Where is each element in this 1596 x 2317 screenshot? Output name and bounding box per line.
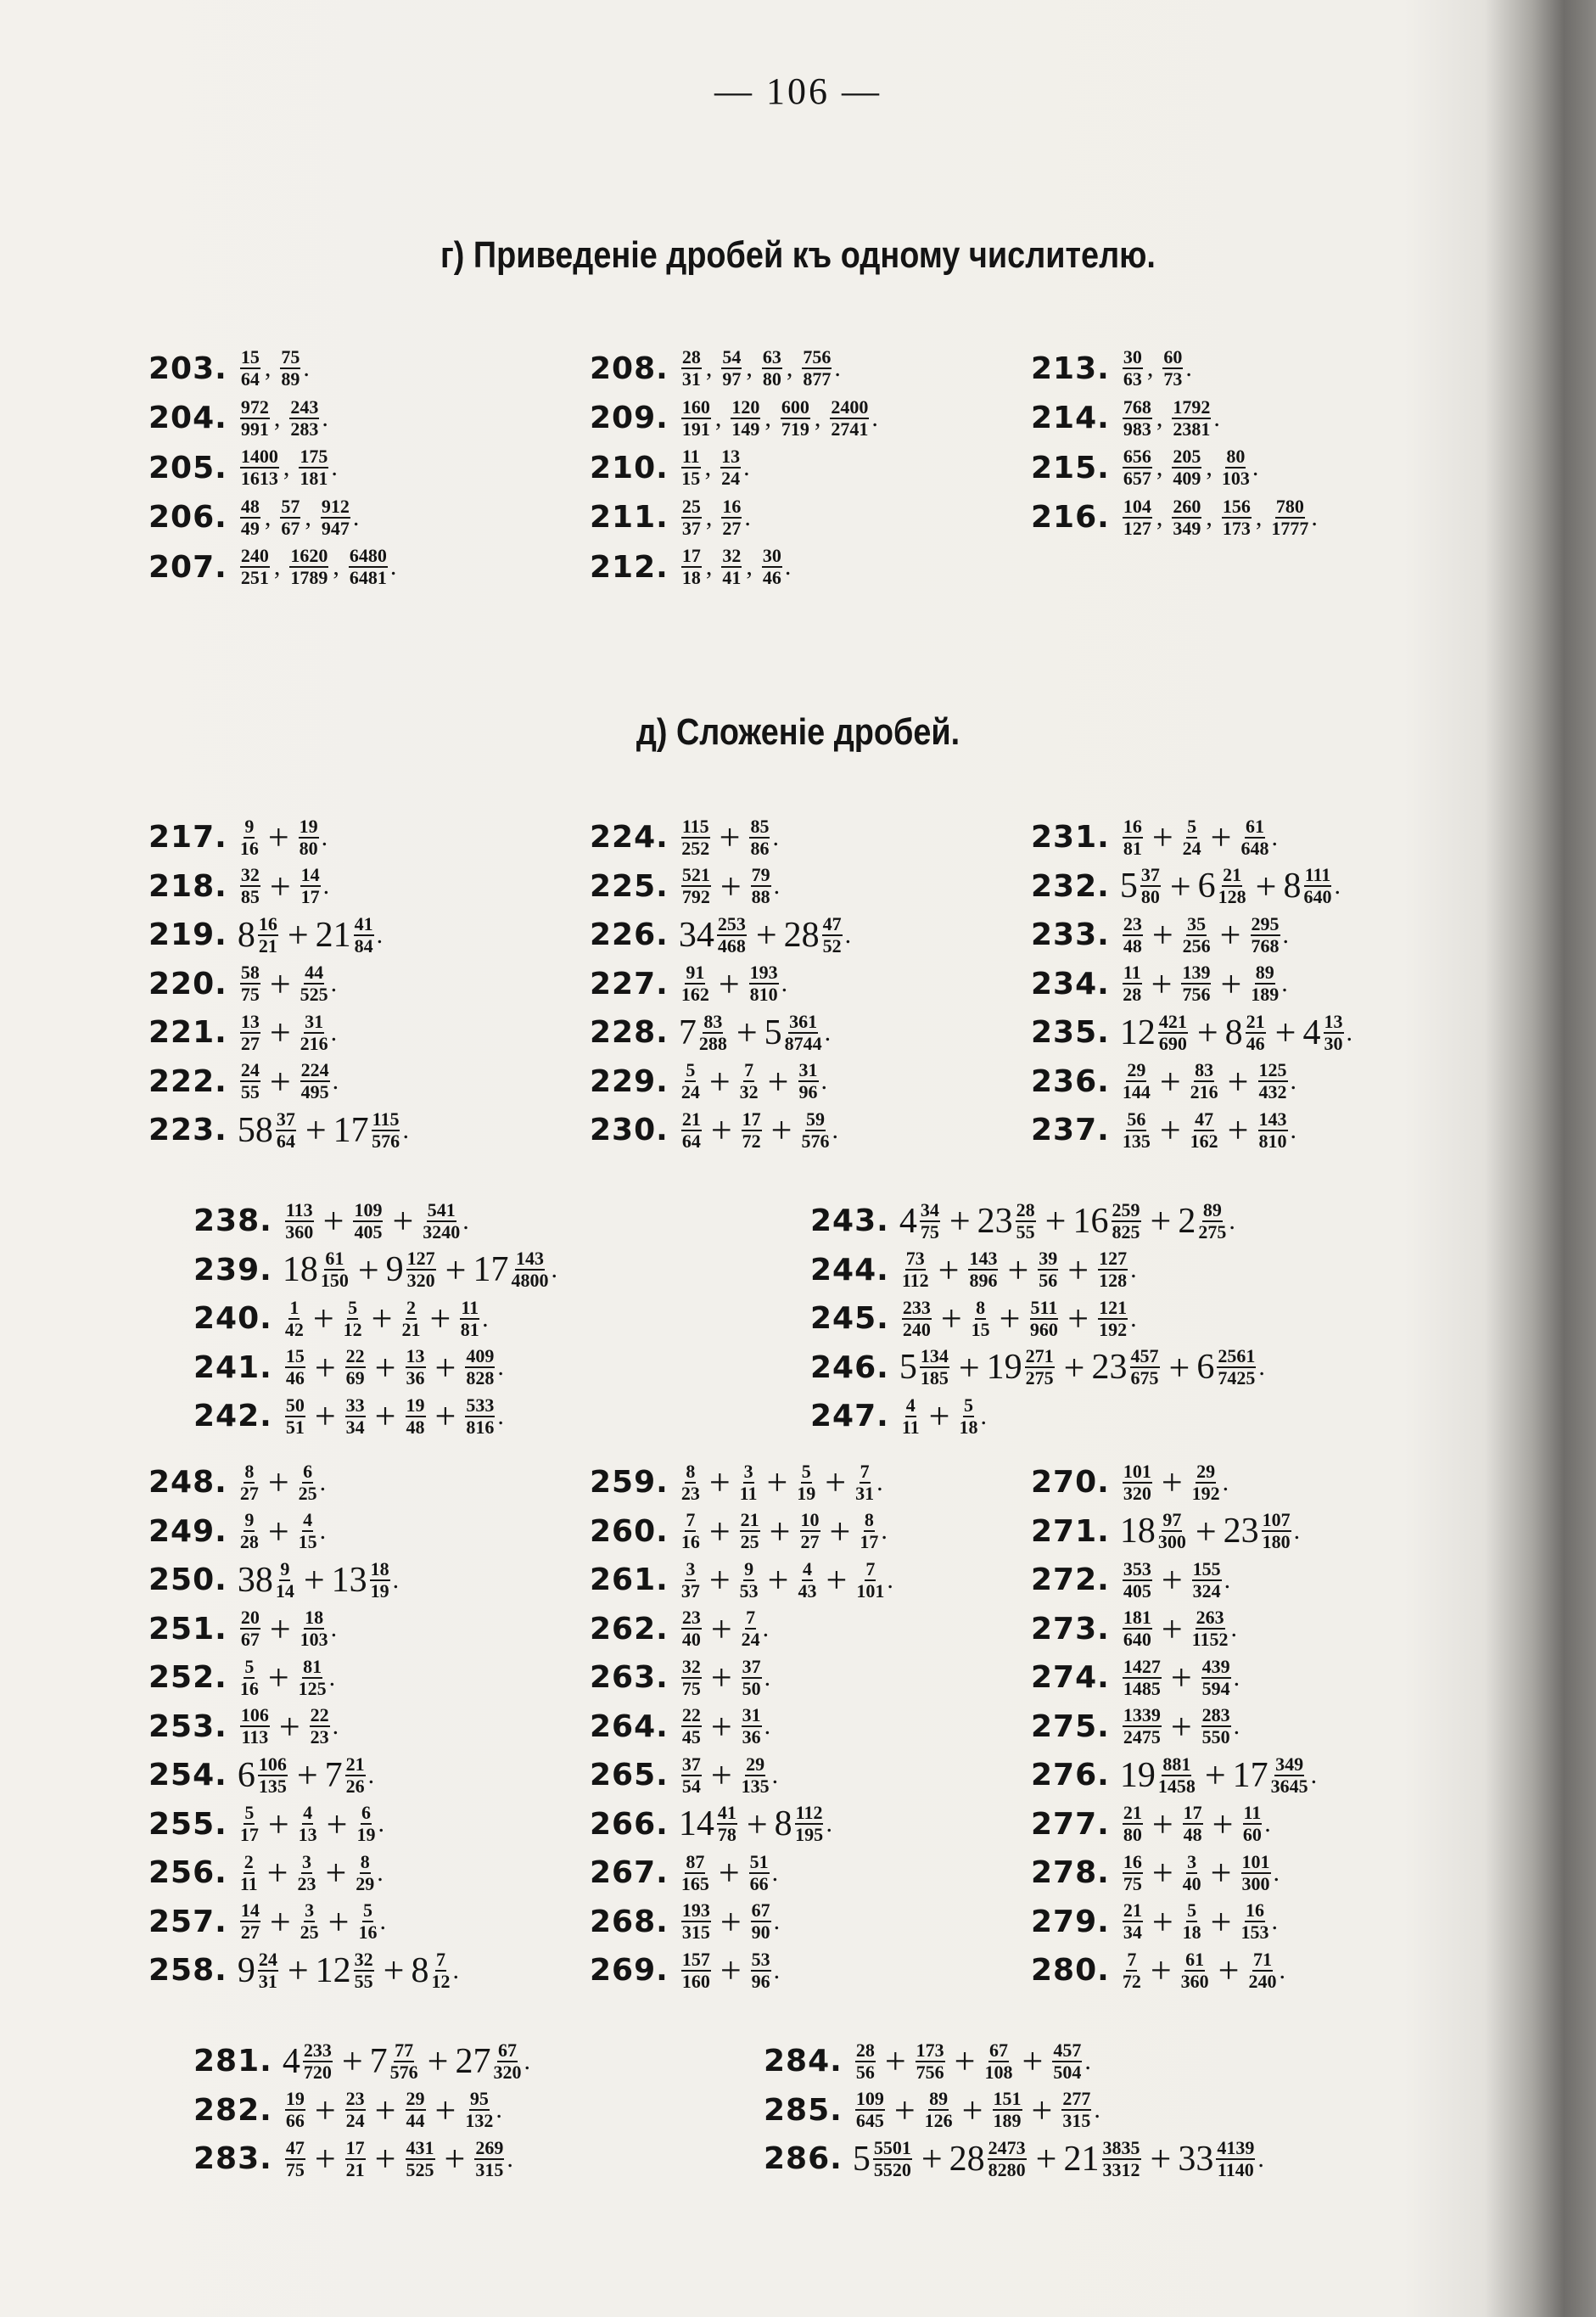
exercise-item	[148, 1556, 459, 1605]
exercise-number: 252 .	[148, 1660, 227, 1695]
exercise-number: 283 .	[193, 2141, 272, 2176]
exercise-number: 242 .	[193, 1399, 272, 1433]
exercise-expression: 4 233 720 + 7 77 576 + 27 67 320 .	[282, 2039, 530, 2083]
exercise-expression: 18 61 150 + 9 127 320 + 17 143 4800 .	[282, 1248, 557, 1292]
exercise-expression: 240 251 , 1620 1789 , 6480 6481 .	[240, 545, 397, 589]
exercise-item	[148, 1008, 409, 1058]
exercise-item	[764, 2086, 1264, 2135]
exercise-number: 258 .	[148, 1953, 227, 1988]
exercise-item	[590, 1556, 893, 1605]
exercise-expression: 115 252 + $\frac{85}{86}$ .	[681, 815, 779, 859]
exercise-item	[810, 1294, 1265, 1344]
exercise-expression: 28 31 , 54 97 , 63 80 , 756 877 .	[681, 346, 841, 390]
exercise-item	[810, 1392, 1265, 1441]
exercise-number: 225 .	[590, 869, 669, 904]
exercise-expression: 157 160 + $\frac{53}{96}$ .	[681, 1948, 781, 1992]
exercise-number: 238 .	[193, 1203, 272, 1238]
exercise-number: 281 .	[193, 2044, 272, 2079]
exercise-number: 278 .	[1031, 1855, 1110, 1890]
exercise-expression: 34 253 468 + 28 47 52 .	[678, 912, 852, 957]
exercise-item	[1031, 1008, 1352, 1058]
exercise-number: 265 .	[590, 1758, 669, 1792]
exercise-number: 257 .	[148, 1905, 227, 1939]
exercise-expression: 8 27 + $\frac{6}{25}$ .	[239, 1460, 327, 1504]
exercise-number: 241 .	[193, 1350, 272, 1385]
exercise-number: 261 .	[590, 1562, 669, 1597]
exercise-expression: 7 83 288 + 5 361 8744 .	[678, 1010, 832, 1054]
exercise-number: 207 .	[148, 550, 227, 585]
exercise-number: 256 .	[148, 1855, 227, 1890]
exercise-item	[590, 1703, 893, 1752]
exercise-expression: 14 41 78 + 8 112 195 .	[678, 1802, 832, 1846]
exercise-expression: 21 80 + $\frac{17}{48}$ + $\frac{11}{60}$ .	[1123, 1802, 1271, 1846]
exercise-item	[1031, 1556, 1317, 1605]
exercise-expression: 1339 2475 + $\frac{283}{550}$ .	[1123, 1704, 1240, 1748]
exercise-column	[148, 813, 409, 1155]
exercise-number: 266 .	[590, 1807, 669, 1842]
exercise-item	[1031, 1653, 1317, 1703]
exercise-item	[1031, 1605, 1317, 1654]
exercise-item	[148, 1751, 459, 1800]
exercise-number: 270 .	[1031, 1465, 1110, 1500]
exercise-number: 247 .	[810, 1399, 889, 1433]
exercise-expression: 24 55 + $\frac{224}{495}$ .	[240, 1059, 339, 1103]
exercise-item	[1031, 862, 1352, 912]
exercise-item	[1031, 443, 1318, 493]
exercise-item	[590, 911, 851, 960]
exercise-expression: 73 112 + $\frac{143}{896}$ + $\frac{39}{56}$ + $\frac{127}{128}$ .	[901, 1248, 1137, 1292]
exercise-number: 284 .	[764, 2044, 843, 2079]
exercise-item	[590, 1849, 893, 1898]
exercise-item	[1031, 1106, 1352, 1155]
exercise-item	[148, 1058, 409, 1107]
exercise-expression: 32 85 + $\frac{14}{17}$ .	[240, 864, 330, 908]
exercise-expression: 7 16 + $\frac{21}{25}$ + $\frac{10}{27}$ + $\frac{8}{17}$ .	[680, 1509, 888, 1553]
exercise-expression: 233 240 + $\frac{8}{15}$ + $\frac{511}{960}$ + $\frac{121}{192}$ .	[902, 1296, 1137, 1340]
exercise-number: 221 .	[148, 1015, 227, 1050]
exercise-item	[590, 813, 851, 862]
exercise-item	[590, 344, 878, 394]
exercise-item	[1031, 1507, 1317, 1557]
exercise-expression: 47 75 + $\frac{17}{21}$ + $\frac{431}{525}$ + $\frac{269}{315}$ .	[285, 2136, 513, 2180]
exercise-item	[590, 1507, 893, 1557]
exercise-expression: 25 37 , 16 27 .	[681, 495, 751, 539]
exercise-item	[590, 542, 878, 592]
exercise-expression: 8 23 + $\frac{3}{11}$ + $\frac{5}{19}$ + $\frac{7}{31}$ .	[680, 1460, 883, 1504]
exercise-expression: 23 48 + $\frac{35}{256}$ + $\frac{295}{768}$ .	[1123, 912, 1289, 957]
exercise-item	[1031, 1800, 1317, 1849]
exercise-item	[1031, 1751, 1317, 1800]
exercise-item	[148, 813, 409, 862]
exercise-column	[193, 2037, 530, 2184]
exercise-number: 213 .	[1031, 351, 1110, 386]
exercise-number: 268 .	[590, 1905, 669, 1939]
exercise-expression: 19 66 + $\frac{23}{24}$ + $\frac{29}{44}$ + $\frac{95}{132}$ .	[285, 2088, 502, 2132]
exercise-expression: 656 657 , 205 409 , 80 103 .	[1123, 446, 1259, 490]
exercise-number: 209 .	[590, 401, 669, 435]
exercise-item	[764, 2135, 1264, 2184]
exercise-expression: 6 106 135 + 7 21 26 .	[237, 1753, 375, 1797]
exercise-expression: 16 81 + $\frac{5}{24}$ + $\frac{61}{648}$ .	[1123, 815, 1278, 859]
exercise-expression: 28 56 + $\frac{173}{756}$ + $\frac{67}{108}$ + $\frac{457}{504}$ .	[855, 2039, 1091, 2083]
exercise-expression: 15 46 + $\frac{22}{69}$ + $\frac{13}{36}$ + $\frac{409}{828}$ .	[285, 1345, 504, 1389]
exercise-expression: 56 135 + $\frac{47}{162}$ + $\frac{143}{810}$ .	[1122, 1108, 1296, 1152]
exercise-expression: 87 165 + $\frac{51}{66}$ .	[680, 1850, 779, 1894]
exercise-item	[148, 1106, 409, 1155]
exercise-number: 253 .	[148, 1709, 227, 1744]
exercise-number: 210 .	[590, 451, 669, 485]
exercise-number: 274 .	[1031, 1660, 1110, 1695]
exercise-expression: 20 67 + $\frac{18}{103}$ .	[240, 1607, 338, 1651]
exercise-number: 228 .	[590, 1015, 669, 1050]
exercise-expression: 11 28 + $\frac{139}{756}$ + $\frac{89}{189}$ .	[1123, 962, 1288, 1006]
exercise-expression: 30 63 , 60 73 .	[1123, 346, 1192, 390]
exercise-expression: 18 97 300 + 23 107 180 .	[1119, 1509, 1301, 1553]
exercise-item	[590, 1058, 851, 1107]
exercise-item	[193, 2086, 530, 2135]
exercise-item	[193, 1344, 557, 1393]
exercise-expression: 4 34 75 + 23 28 55 + 16 259 825 + 2 89 275 .	[899, 1198, 1235, 1243]
exercise-item	[1031, 960, 1352, 1009]
exercise-expression: 23 40 + $\frac{7}{24}$ .	[681, 1607, 770, 1651]
exercise-item	[590, 394, 878, 444]
exercise-number: 208 .	[590, 351, 669, 386]
exercise-item	[148, 960, 409, 1009]
page-number: — 106 —	[714, 70, 882, 112]
exercise-number: 248 .	[148, 1465, 227, 1500]
exercise-number: 286 .	[764, 2141, 843, 2176]
exercise-item	[590, 1800, 893, 1849]
exercise-expression: 8 16 21 + 21 41 84 .	[237, 912, 384, 957]
exercise-number: 211 .	[590, 500, 669, 535]
exercise-number: 271 .	[1031, 1514, 1110, 1549]
exercise-item	[148, 1458, 459, 1507]
exercise-expression: 5 134 185 + 19 271 275 + 23 457 675 + 6 2561 7425 .	[899, 1345, 1265, 1389]
exercise-number: 275 .	[1031, 1709, 1110, 1744]
exercise-item	[148, 1800, 459, 1849]
exercise-expression: 48 49 , 57 67 , 912 947 .	[240, 495, 360, 539]
exercise-item	[590, 1106, 851, 1155]
exercise-number: 254 .	[148, 1758, 227, 1792]
exercise-expression: 19 881 1458 + 17 349 3645 .	[1119, 1753, 1318, 1797]
exercise-expression: 37 54 + $\frac{29}{135}$ .	[681, 1753, 779, 1797]
exercise-expression: 9 28 + $\frac{4}{15}$ .	[239, 1509, 327, 1553]
exercise-item	[810, 1246, 1265, 1295]
exercise-item	[148, 862, 409, 912]
exercise-number: 251 .	[148, 1612, 227, 1647]
exercise-number: 255 .	[148, 1807, 227, 1842]
exercise-number: 215 .	[1031, 451, 1110, 485]
exercise-item	[193, 1392, 557, 1441]
exercise-item	[1031, 911, 1352, 960]
exercise-expression: 113 360 + $\frac{109}{405}$ + $\frac{541}{3240}$ .	[285, 1198, 469, 1243]
exercise-item	[590, 960, 851, 1009]
exercise-expression: 5 16 + $\frac{81}{125}$ .	[239, 1655, 336, 1699]
exercise-number: 244 .	[810, 1253, 889, 1288]
exercise-number: 249 .	[148, 1514, 227, 1549]
exercise-number: 269 .	[590, 1953, 669, 1988]
section-title-d: д) Сложеніе дробей.	[636, 711, 960, 753]
exercise-number: 203 .	[148, 351, 227, 386]
exercise-expression: 3 37 + $\frac{9}{53}$ + $\frac{4}{43}$ + $\frac{7}{101}$ .	[680, 1557, 893, 1602]
exercise-expression: 109 645 + $\frac{89}{126}$ + $\frac{151}{189}$ + $\frac{277}{315}$ .	[855, 2088, 1100, 2132]
exercise-expression: 14 27 + $\frac{3}{25}$ + $\frac{5}{16}$ .	[240, 1899, 386, 1944]
exercise-expression: 9 24 31 + 12 32 55 + 8 7 12 .	[237, 1948, 459, 1992]
exercise-expression: 50 51 + $\frac{33}{34}$ + $\frac{19}{48}$ + $\frac{533}{816}$ .	[285, 1394, 504, 1438]
exercise-expression: 1 42 + $\frac{5}{12}$ + $\frac{2}{21}$ + $\frac{11}{81}$ .	[284, 1296, 489, 1340]
exercise-expression: 193 315 + $\frac{67}{90}$ .	[681, 1899, 781, 1944]
exercise-number: 235 .	[1031, 1015, 1110, 1050]
exercise-expression: 22 45 + $\frac{31}{36}$ .	[681, 1704, 771, 1748]
exercise-expression: 13 27 + $\frac{31}{216}$ .	[240, 1010, 338, 1054]
exercise-number: 231 .	[1031, 820, 1110, 855]
exercise-column	[590, 813, 851, 1155]
exercise-number: 230 .	[590, 1113, 669, 1147]
exercise-item	[1031, 1849, 1317, 1898]
exercise-expression: 160 191 , 120 149 , 600 719 , 2400 2741 .	[681, 396, 878, 440]
exercise-number: 282 .	[193, 2093, 272, 2128]
exercise-item	[148, 1946, 459, 1995]
exercise-number: 216 .	[1031, 500, 1110, 535]
exercise-item	[810, 1197, 1265, 1246]
exercise-item	[148, 911, 409, 960]
exercise-expression: 768 983 , 1792 2381 .	[1123, 396, 1220, 440]
exercise-item	[148, 1653, 459, 1703]
exercise-number: 273 .	[1031, 1612, 1110, 1647]
exercise-expression: 5 24 + $\frac{7}{32}$ + $\frac{31}{96}$ .	[680, 1059, 827, 1103]
exercise-number: 205 .	[148, 451, 227, 485]
exercise-item	[590, 1751, 893, 1800]
exercise-item	[193, 1294, 557, 1344]
exercise-number: 260 .	[590, 1514, 669, 1549]
exercise-expression: 32 75 + $\frac{37}{50}$ .	[681, 1655, 771, 1699]
exercise-item	[1031, 394, 1318, 444]
exercise-item	[1031, 493, 1318, 543]
exercise-column	[764, 2037, 1264, 2184]
exercise-number: 229 .	[590, 1064, 669, 1099]
exercise-number: 232 .	[1031, 869, 1110, 904]
exercise-expression: 11 15 , 13 24 .	[681, 446, 750, 490]
exercise-number: 246 .	[810, 1350, 889, 1385]
exercise-expression: 104 127 , 260 349 , 156 173 , 780 1777 .	[1123, 495, 1318, 539]
exercise-number: 259 .	[590, 1465, 669, 1500]
exercise-item	[193, 2037, 530, 2086]
exercise-item	[590, 443, 878, 493]
exercise-expression: 21 64 + $\frac{17}{72}$ + $\frac{59}{576}$ .	[681, 1108, 838, 1152]
exercise-column	[1031, 1458, 1317, 1995]
exercise-item	[590, 1458, 893, 1507]
exercise-number: 236 .	[1031, 1064, 1110, 1099]
exercise-number: 234 .	[1031, 967, 1110, 1001]
exercise-number: 214 .	[1031, 401, 1110, 435]
exercise-item	[1031, 1058, 1352, 1107]
exercise-expression: 21 34 + $\frac{5}{18}$ + $\frac{16}{153}$ .	[1123, 1899, 1278, 1944]
exercise-number: 217 .	[148, 820, 227, 855]
exercise-number: 243 .	[810, 1203, 889, 1238]
exercise-expression: 4 11 + $\frac{5}{18}$ .	[901, 1394, 987, 1438]
exercise-number: 279 .	[1031, 1905, 1110, 1939]
exercise-item	[193, 2135, 530, 2184]
exercise-column	[148, 1458, 459, 1995]
exercise-expression: 5 37 80 + 6 21 128 + 8 111 640 .	[1119, 864, 1341, 908]
exercise-column	[148, 344, 396, 592]
exercise-number: 220 .	[148, 967, 227, 1001]
exercise-expression: 972 991 , 243 283 .	[240, 396, 328, 440]
exercise-item	[590, 493, 878, 543]
exercise-item	[148, 493, 396, 543]
exercise-item	[1031, 813, 1352, 862]
exercise-expression: 106 113 + $\frac{22}{23}$ .	[240, 1704, 339, 1748]
exercise-number: 239 .	[193, 1253, 272, 1288]
exercise-column	[193, 1197, 557, 1441]
exercise-number: 227 .	[590, 967, 669, 1001]
exercise-number: 262 .	[590, 1612, 669, 1647]
exercise-item	[148, 443, 396, 493]
exercise-number: 285 .	[764, 2093, 843, 2128]
exercise-item	[590, 1946, 893, 1995]
exercise-item	[148, 1898, 459, 1947]
exercise-number: 272 .	[1031, 1562, 1110, 1597]
exercise-number: 240 .	[193, 1301, 272, 1336]
exercise-expression: 15 64 , 75 89 .	[240, 346, 310, 390]
exercise-expression: 1400 1613 , 175 181 .	[240, 446, 338, 490]
exercise-number: 224 .	[590, 820, 669, 855]
section-title-g: г) Приведеніе дробей къ одному числителю.	[440, 234, 1156, 276]
exercise-expression: 58 37 64 + 17 115 576 .	[237, 1108, 409, 1152]
exercise-item	[148, 1849, 459, 1898]
exercise-item	[590, 1653, 893, 1703]
exercise-number: 222 .	[148, 1064, 227, 1099]
exercise-number: 233 .	[1031, 917, 1110, 952]
exercise-item	[148, 394, 396, 444]
exercise-expression: 101 320 + $\frac{29}{192}$ .	[1123, 1460, 1229, 1504]
exercise-number: 237 .	[1031, 1113, 1110, 1147]
exercise-expression: 181 640 + $\frac{263}{1152}$ .	[1123, 1607, 1237, 1651]
exercise-item	[764, 2037, 1264, 2086]
exercise-column	[1031, 344, 1318, 542]
exercise-expression: 2 11 + $\frac{3}{23}$ + $\frac{8}{29}$ .	[239, 1850, 384, 1894]
exercise-number: 206 .	[148, 500, 227, 535]
exercise-expression: 17 18 , 32 41 , 30 46 .	[681, 545, 792, 589]
exercise-item	[1031, 1946, 1317, 1995]
exercise-number: 250 .	[148, 1562, 227, 1597]
exercise-item	[148, 542, 396, 592]
exercise-number: 245 .	[810, 1301, 889, 1336]
exercise-expression: 29 144 + $\frac{83}{216}$ + $\frac{125}{432}$ .	[1122, 1059, 1296, 1103]
exercise-item	[148, 1507, 459, 1557]
exercise-number: 212 .	[590, 550, 669, 585]
exercise-number: 267 .	[590, 1855, 669, 1890]
exercise-expression: 5 5501 5520 + 28 2473 8280 + 21 3835 3312 + 33 4139 1140 .	[852, 2136, 1264, 2180]
exercise-expression: 5 17 + $\frac{4}{13}$ + $\frac{6}{19}$ .	[239, 1802, 384, 1846]
exercise-expression: 7 72 + $\frac{61}{360}$ + $\frac{71}{240}$ .	[1122, 1948, 1285, 1992]
exercise-item	[590, 862, 851, 912]
exercise-number: 276 .	[1031, 1758, 1110, 1792]
exercise-item	[193, 1197, 557, 1246]
exercise-expression: 9 16 + $\frac{19}{80}$ .	[239, 815, 328, 859]
exercise-expression: 38 9 14 + 13 18 19 .	[237, 1557, 400, 1602]
exercise-column	[590, 1458, 893, 1995]
exercise-item	[590, 1008, 851, 1058]
exercise-item	[148, 1703, 459, 1752]
exercise-expression: 353 405 + $\frac{155}{324}$ .	[1123, 1557, 1231, 1602]
exercise-item	[1031, 1703, 1317, 1752]
exercise-number: 218 .	[148, 869, 227, 904]
exercise-column	[810, 1197, 1265, 1441]
exercise-item	[1031, 1458, 1317, 1507]
exercise-number: 204 .	[148, 401, 227, 435]
exercise-item	[810, 1344, 1265, 1393]
exercise-item	[193, 1246, 557, 1295]
exercise-expression: 12 421 690 + 8 21 46 + 4 13 30 .	[1119, 1010, 1352, 1054]
exercise-item	[148, 344, 396, 394]
exercise-number: 263 .	[590, 1660, 669, 1695]
exercise-item	[590, 1605, 893, 1654]
exercise-column	[1031, 813, 1352, 1155]
exercise-expression: 91 162 + $\frac{193}{810}$ .	[680, 962, 788, 1006]
exercise-column	[590, 344, 878, 592]
exercise-item	[590, 1898, 893, 1947]
exercise-item	[1031, 344, 1318, 394]
exercise-number: 223 .	[148, 1113, 227, 1147]
exercise-item	[1031, 1898, 1317, 1947]
exercise-expression: 1427 1485 + $\frac{439}{594}$ .	[1123, 1655, 1240, 1699]
exercise-expression: 16 75 + $\frac{3}{40}$ + $\frac{101}{300}$ .	[1123, 1850, 1280, 1894]
exercise-item	[148, 1605, 459, 1654]
exercise-number: 264 .	[590, 1709, 669, 1744]
exercise-number: 219 .	[148, 917, 227, 952]
exercise-number: 226 .	[590, 917, 669, 952]
exercise-expression: 58 75 + $\frac{44}{525}$ .	[240, 962, 338, 1006]
exercise-number: 277 .	[1031, 1807, 1110, 1842]
exercise-number: 280 .	[1031, 1953, 1110, 1988]
exercise-expression: 521 792 + $\frac{79}{88}$ .	[681, 864, 781, 908]
